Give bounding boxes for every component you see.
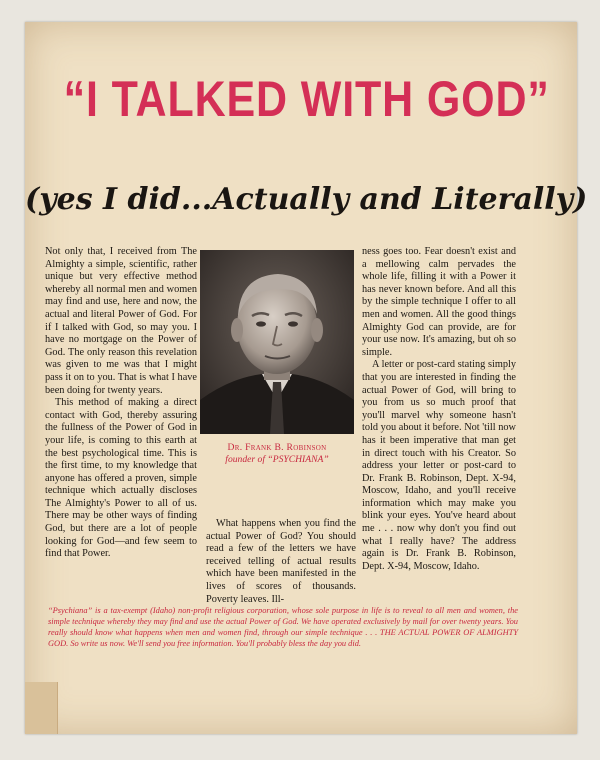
paragraph: This method of making a direct contact with God, thereby assuring the fullness of the Power of God in your life, is coming to this earth at the best psychological time. This is the first time, to my knowledge that anyone has offered a proven, simple technique which actually discloses The Almighty's Power to all of us. There may be other ways of finding God, but there are a lot of people looking for God—and few seem to find that Power. (45, 397, 197, 560)
article-column-3 (362, 246, 516, 573)
paragraph: A letter or post-card stating simply that you are interested in finding the actual Power of God, will bring to you from us so much proof that you'll marvel why someone hasn't told you about it before. Not 'till now has it been imperative that man get in direct touch with his Creator. So address your letter or post-card to Dr. Frank B. Robinson, Dept. X-94, Moscow, Idaho, and you'll receive information which may make you blink your eyes. You've heard about me . . . now why don't you find out what I really have? The address again is Dr. Frank B. Robinson, Dept. X-94, Moscow, Idaho. (362, 359, 516, 572)
portrait-illustration (200, 250, 354, 434)
portrait-photo (200, 250, 354, 434)
worn-corner (25, 682, 58, 734)
paragraph: Not only that, I received from The Almighty a simple, scientific, rather unique but very effective method whereby all normal men and women may find and use, here and now, the actual and literal Power of God. For if I talked with God, so may you. I have no mortgage on the Power of God. The only reason this revelation was given to me was that I might pass it on to you. That is what I have been doing for twenty years. (45, 246, 197, 396)
footer-notice: “Psychiana” is a tax-exempt (Idaho) non-profit religious corporation, whose sole purpose in life is to reveal to all men and women, the simple technique whereby they may find and use the actual Power of God. We have operated exclusively by mail for over twenty years. You really should know what happens when men and women find, through our simple technique . . . THE ACTUAL POWER OF ALMIGHTY GOD. So write us now. We'll send you free information. You'll probably bless the day you did. (48, 606, 518, 648)
article-column-2 (206, 518, 356, 606)
subheadline: (yes I did...Actually and Literally) (25, 182, 588, 217)
paragraph: What happens when you find the actual Power of God? You should read a few of the letters we have received telling of actual results which have been manifested in the lives of scores of thousands. Poverty leaves. Ill- (206, 518, 356, 605)
paragraph: ness goes too. Fear doesn't exist and a mellowing calm pervades the whole life, filling it with a Power it has never known before. And all this by the simple technique I offer to all men and women. All the good things Almighty God can provide, are for your use now. It's amazing, but oh so simple. (362, 246, 516, 358)
caption-role: founder of “PSYCHIANA” (225, 454, 329, 465)
article-column-1 (45, 246, 197, 561)
headline: “I TALKED WITH GOD” (63, 71, 550, 127)
photo-caption (200, 442, 354, 466)
caption-name: Dr. Frank B. Robinson (227, 442, 327, 453)
